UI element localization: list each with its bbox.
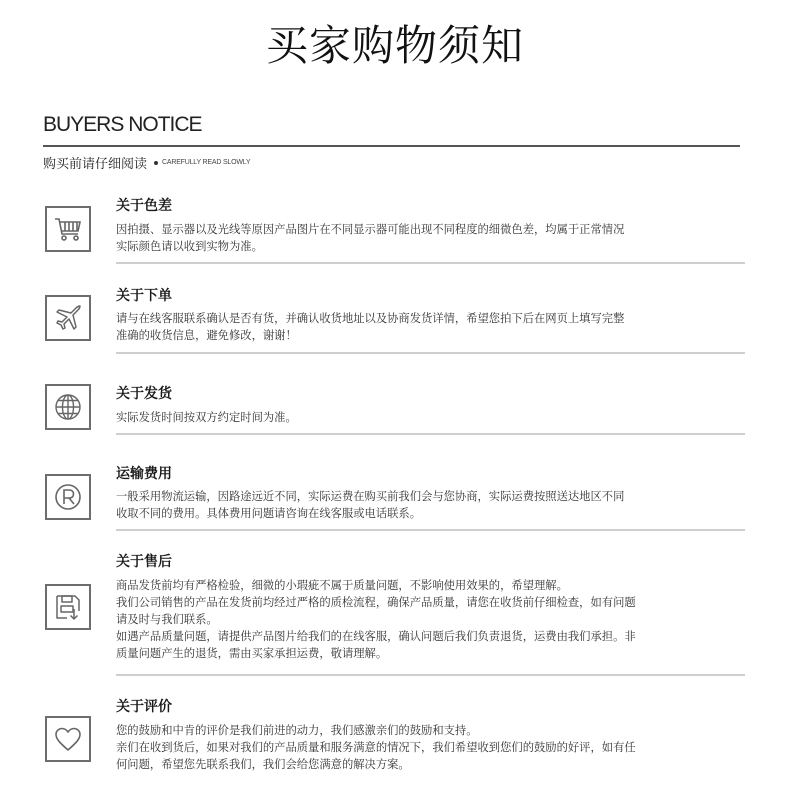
section-divider <box>116 674 745 676</box>
section-title: 关于评价 <box>116 699 172 715</box>
header-divider <box>43 145 740 147</box>
body-line: 收取不同的费用。具体费用问题请咨询在线客服或电话联系。 <box>116 507 422 520</box>
section-body <box>116 409 706 426</box>
subtitle <box>43 153 250 172</box>
section-divider <box>116 433 745 435</box>
section-title: 关于色差 <box>116 198 172 214</box>
airplane-icon <box>45 295 91 341</box>
body-line: 实际发货时间按双方约定时间为准。 <box>116 411 297 424</box>
body-line: 实际颜色请以收到实物为准。 <box>116 240 263 253</box>
section-body <box>116 722 706 773</box>
body-line: 我们公司销售的产品在发货前均经过严格的质检流程，确保产品质量，请您在收货前仔细检查，如有问题 <box>116 596 636 609</box>
globe-icon <box>45 384 91 430</box>
subtitle-english: CAREFULLY READ SLOWLY <box>162 159 251 166</box>
shopping-cart-icon <box>45 206 91 252</box>
body-line: 请及时与我们联系。 <box>116 613 218 626</box>
body-line: 您的鼓励和中肯的评价是我们前进的动力，我们感激亲们的鼓励和支持。 <box>116 724 478 737</box>
section-divider <box>116 262 745 264</box>
subtitle-chinese: 购买前请仔细阅读 <box>43 157 148 172</box>
body-line: 商品发货前均有严格检验，细微的小瑕疵不属于质量问题，不影响使用效果的，希望理解。 <box>116 579 568 592</box>
section-title: 运输费用 <box>116 466 172 482</box>
english-heading: BUYERS NOTICE <box>43 113 202 136</box>
section-divider <box>116 529 745 531</box>
heart-icon <box>45 716 91 762</box>
section-body <box>116 221 706 255</box>
section-divider <box>116 352 745 354</box>
body-line: 一般采用物流运输，因路途远近不同，实际运费在购买前我们会与您协商，实际运费按照送达地区不同 <box>116 490 625 503</box>
section-title: 关于下单 <box>116 288 172 304</box>
section-title: 关于发货 <box>116 386 172 402</box>
section-body <box>116 488 706 522</box>
body-line: 如遇产品质量问题，请提供产品图片给我们的在线客服，确认问题后我们负责退货，运费由我们承担。非 <box>116 630 636 643</box>
body-line: 亲们在收到货后，如果对我们的产品质量和服务满意的情况下，我们希望收到您们的鼓励的好评，如有任 <box>116 741 636 754</box>
section-body <box>116 310 706 344</box>
section-title: 关于售后 <box>116 554 172 570</box>
section-body <box>116 577 706 662</box>
body-line: 请与在线客服联系确认是否有货，并确认收货地址以及协商发货详情，希望您拍下后在网页上填写完整 <box>116 312 625 325</box>
page-title: 买家购物须知 <box>265 21 524 70</box>
body-line: 因拍摄、显示器以及光线等原因产品图片在不同显示器可能出现不同程度的细微色差，均属于正常情况 <box>116 223 625 236</box>
body-line: 质量问题产生的退货，需由买家承担运费，敬请理解。 <box>116 647 388 660</box>
bullet-dot <box>154 161 158 165</box>
body-line: 准确的收货信息，避免修改，谢谢！ <box>116 329 297 342</box>
body-line: 何问题，希望您先联系我们，我们会给您满意的解决方案。 <box>116 758 410 771</box>
registered-icon <box>45 474 91 520</box>
save-download-icon <box>45 584 91 630</box>
